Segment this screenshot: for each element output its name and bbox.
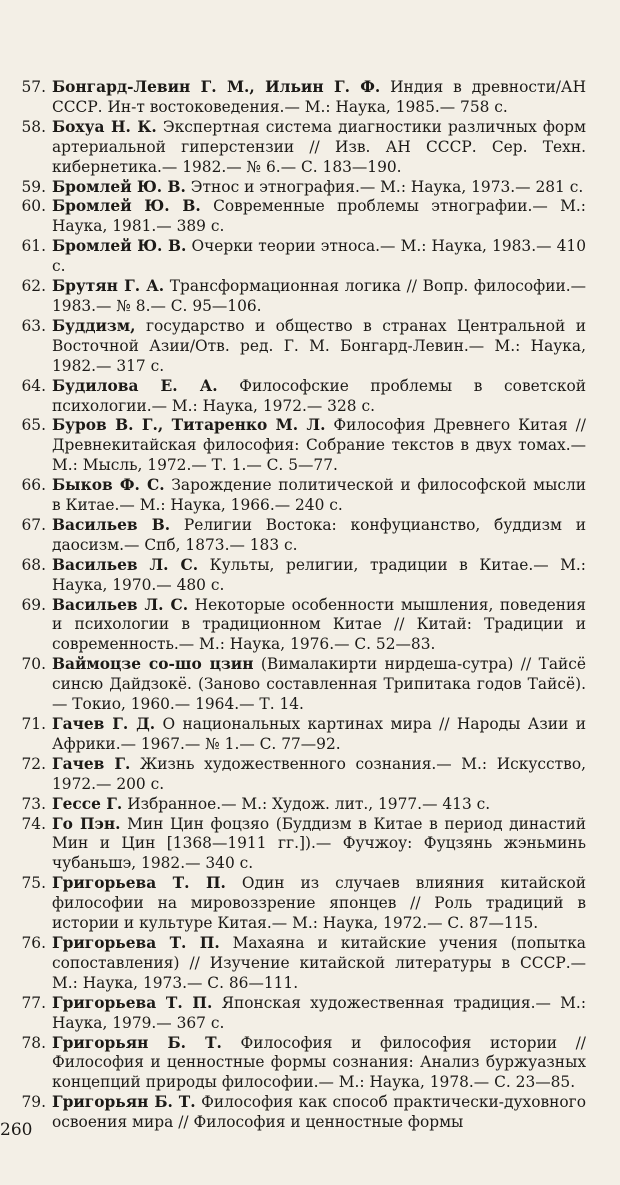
entry-number: 67. <box>21 515 46 534</box>
entry-citation: Махаяна и китайские учения (попытка сопоставления) // Изучение китайской литературы в СССР.— М.: Наука, 1973.— С. 86—111. <box>52 933 586 992</box>
entry-text <box>52 476 586 516</box>
entry-text <box>52 755 586 795</box>
entry-author: Васильев В. <box>52 515 171 534</box>
entry-text <box>52 874 586 934</box>
entry-citation: Философские проблемы в советской психологии.— М.: Наука, 1972.— 328 с. <box>52 376 586 415</box>
bibliography-entry <box>8 237 586 277</box>
entry-citation: Индия в древности/АН СССР. Ин-т востоковедения.— М.: Наука, 1985.— 758 с. <box>52 78 586 116</box>
entry-citation: Экспертная система диагностики различных форм артериальной гиперстензии // Изв. АН СССР. Сер. Техн. кибернетика.— 1982.— № 6.— С. 183—190. <box>52 117 586 176</box>
entry-author: Гачев Г. Д. <box>52 715 156 733</box>
bibliography-entry <box>8 377 586 417</box>
entry-number: 59. <box>21 177 46 196</box>
entry-author: Григорьева Т. П. <box>52 993 213 1012</box>
entry-text <box>52 994 586 1034</box>
entry-number: 69. <box>21 595 46 614</box>
entry-citation: (Вималакирти нирдеша-сутра) // Тайсё синсю Дайдзокё. (Заново составленная Трипитака годов Тайсё).— Токио, 1960.— 1964.— Т. 14. <box>52 655 587 714</box>
bibliography-entry <box>8 874 586 934</box>
entry-text <box>52 556 586 596</box>
entry-citation: Современные проблемы этнографии.— М.: Наука, 1981.— 389 с. <box>52 197 586 236</box>
entry-number: 62. <box>21 277 46 296</box>
bibliography-entry <box>8 755 586 795</box>
entry-number: 77. <box>21 993 46 1012</box>
entry-author: Гачев Г. <box>52 754 131 773</box>
bibliography-entry <box>8 118 586 178</box>
entry-citation: Некоторые особенности мышления, поведения и психологии в традиционном Китае // Китай: Традиции и современность.— М.: Наука, 1976.— С. 52—83. <box>52 595 586 654</box>
entry-author: Григорьева Т. П. <box>52 933 220 952</box>
entry-author: Буров В. Г., Титаренко М. Л. <box>52 416 326 435</box>
bibliography-entry <box>8 416 586 476</box>
entry-citation: Этнос и этнография.— М.: Наука, 1973.— 281 с. <box>185 177 584 196</box>
entry-text <box>52 416 586 476</box>
entry-number: 75. <box>21 874 46 893</box>
entry-text <box>52 118 586 178</box>
entry-text <box>52 596 586 656</box>
entry-text <box>52 516 586 556</box>
entry-text <box>52 277 586 317</box>
entry-text <box>52 795 586 815</box>
entry-citation: Религии Востока: конфуцианство, буддизм и даосизм.— Спб, 1873.— 183 с. <box>52 515 586 554</box>
bibliography-entry <box>8 197 586 237</box>
entry-author: Васильев Л. С. <box>52 595 189 614</box>
bibliography-entry <box>8 78 586 118</box>
entry-author: Бромлей Ю. В. <box>52 197 201 216</box>
entry-text <box>52 815 586 875</box>
entry-citation: Избранное.— М.: Худож. лит., 1977.— 413 с. <box>122 794 491 813</box>
bibliography-entry <box>8 178 586 198</box>
entry-citation: Один из случаев влияния китайской философии на мировоззрение японцев // Роль традиций в истории и культуре Китая.— М.: Наука, 1972.— С. 87—115. <box>52 874 586 933</box>
page-number: 260 <box>0 1120 33 1140</box>
entry-citation: Очерки теории этноса.— М.: Наука, 1983.— 410 с. <box>52 237 587 276</box>
entry-text <box>52 1034 586 1094</box>
entry-author: Григорьева Т. П. <box>52 874 226 893</box>
entry-author: Григорьян Б. Т. <box>52 1093 196 1112</box>
bibliography-entry <box>8 655 586 715</box>
entry-number: 61. <box>21 237 46 256</box>
entry-text <box>52 178 586 198</box>
entry-number: 74. <box>21 814 46 833</box>
bibliography-entry <box>8 715 586 755</box>
bibliography-entry <box>8 934 586 994</box>
entry-number: 73. <box>21 794 46 813</box>
entry-number: 60. <box>21 197 46 216</box>
bibliography-entry <box>8 596 586 656</box>
entry-number: 58. <box>21 117 46 136</box>
entry-text <box>52 78 586 118</box>
bibliography-entry <box>8 994 586 1034</box>
entry-number: 72. <box>21 754 46 773</box>
entry-number: 63. <box>21 316 46 335</box>
entry-citation: Японская художественная традиция.— М.: Наука, 1979.— 367 с. <box>52 993 587 1032</box>
entry-text <box>52 715 586 755</box>
entry-author: Бромлей Ю. В. <box>52 177 186 196</box>
entry-text <box>52 655 586 715</box>
entry-number: 57. <box>21 78 46 96</box>
entry-author: Гессе Г. <box>52 794 123 813</box>
entry-citation: О национальных картинах мира // Народы Азии и Африки.— 1967.— № 1.— С. 77—92. <box>52 715 586 753</box>
entry-citation: Зарождение политической и философской мысли в Китае.— М.: Наука, 1966.— 240 с. <box>52 476 586 515</box>
entry-author: Брутян Г. А. <box>52 277 165 296</box>
entry-number: 71. <box>21 715 46 733</box>
entry-author: Будилова Е. А. <box>52 376 218 395</box>
entry-text <box>52 1093 586 1133</box>
entry-citation: Философия Древнего Китая // Древнекитайская философия: Собрание текстов в двух томах.— М.: Мысль, 1972.— Т. 1.— С. 5—77. <box>52 416 586 475</box>
entry-author: Го Пэн. <box>52 814 121 833</box>
entry-author: Григорьян Б. Т. <box>52 1033 222 1052</box>
entry-number: 70. <box>21 655 46 674</box>
entry-author: Быков Ф. С. <box>52 476 165 495</box>
entry-citation: Трансформационная логика // Вопр. философии.— 1983.— № 8.— С. 95—106. <box>52 277 587 315</box>
bibliography-entry <box>8 317 586 377</box>
entry-citation: государство и общество в странах Центральной и Восточной Азии/Отв. ред. Г. М. Бонгард-Левин.— М.: Наука, 1982.— 317 с. <box>52 316 586 375</box>
bibliography-list <box>8 78 586 1133</box>
bibliography-entry <box>8 815 586 875</box>
bibliography-entry <box>8 277 586 317</box>
entry-author: Бохуа Н. К. <box>52 117 157 136</box>
entry-text <box>52 237 586 277</box>
entry-text <box>52 197 586 237</box>
bibliography-entry <box>8 1093 586 1133</box>
entry-number: 65. <box>21 416 46 435</box>
entry-number: 66. <box>21 476 46 495</box>
entry-number: 78. <box>21 1033 46 1052</box>
bibliography-entry <box>8 476 586 516</box>
entry-author: Буддизм, <box>52 316 136 335</box>
entry-citation: Философия как способ практически-духовного освоения мира // Философия и ценностные формы <box>52 1093 586 1132</box>
entry-number: 64. <box>21 376 46 395</box>
entry-author: Бонгард-Левин Г. М., Ильин Г. Ф. <box>52 78 381 96</box>
bibliography-entry <box>8 516 586 556</box>
entry-citation: Философия и философия истории // Философия и ценностные формы сознания: Анализ буржуазных концепций природы философии.— М.: Наука, 1978.— С. 23—85. <box>52 1033 586 1092</box>
entry-author: Бромлей Ю. В. <box>52 237 187 256</box>
entry-text <box>52 317 586 377</box>
entry-text <box>52 377 586 417</box>
bibliography-entry <box>8 556 586 596</box>
entry-author: Ваймоцзе со-шо цзин <box>52 655 254 674</box>
bibliography-entry <box>8 795 586 815</box>
entry-citation: Культы, религии, традиции в Китае.— М.: Наука, 1970.— 480 с. <box>52 555 586 594</box>
entry-number: 68. <box>21 555 46 574</box>
entry-author: Васильев Л. С. <box>52 555 199 574</box>
entry-number: 76. <box>21 933 46 952</box>
entry-citation: Жизнь художественного сознания.— М.: Искусство, 1972.— 200 с. <box>52 754 586 793</box>
entry-citation: Мин Цин фоцзяо (Буддизм в Китае в период династий Мин и Цин [1368—1911 гг.]).— Фучжоу: Фуцзянь жэньминь чубаньшэ, 1982.— 340 с. <box>52 814 586 873</box>
bibliography-entry <box>8 1034 586 1094</box>
entry-number: 79. <box>21 1093 46 1112</box>
entry-text <box>52 934 586 994</box>
